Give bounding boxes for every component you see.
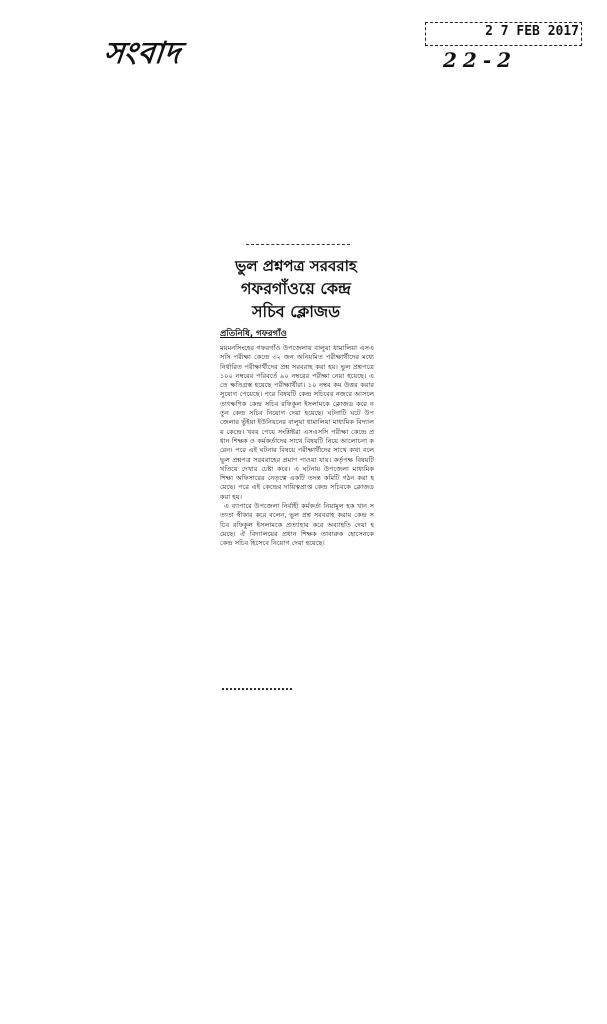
article-paragraph-2: এ ব্যাপারে উপজেলা নির্বাহী কর্মকর্তা নিয়ামুল হক খান সত্যতা স্বীকার করে বলেন, ভুল প্রশ্ন সরবরাহ করায় কেন্দ্র সচিব রফিকুল ইসলামকে প্রত্যাহার করে অব্যাহতি দেয়া হয়েছে। ঐ বিদ্যালয়ের প্রধান শিক্ষক তাবারুক হোসেনকে কেন্দ্র সচিব হিসেবে নিয়োগ দেয়া হয়েছে।	[220, 502, 374, 548]
article-paragraph-1: ময়মনসিংহের গফরগাঁও উপজেলায় বালুয়া ধামালিয়া এসএসসি পরীক্ষা কেন্দ্রে ৩২ জন অনিয়মিত পরীক্ষার্থীদের মধ্যে নির্ধারিত পরীক্ষার্থীদের প্রশ্ন সরবরাহ করা হয়। ভুল প্রশ্নপত্রে ১০০ নম্বরের পরিবর্তে ৯০ নম্বরের পরীক্ষা নেয়া হয়েছে। এতে ক্ষতিগ্রস্ত হয়েছে পরীক্ষার্থীরা। ১০ নম্বর কম উত্তর করার সুযোগ পেয়েছে। পরে বিষয়টি কেন্দ্র সচিবের নজরে আসলে তাৎক্ষণিক কেন্দ্র সচিব রফিকুল ইসলামকে ক্লোজড করে নতুন কেন্দ্র সচিব নিয়োগ দেয়া হয়েছে। ঘটনাটি ঘটে উপজেলার ভুঁইয়া ইউনিয়নের বালুয়া ধামালিয়া মাধ্যমিক বিদ্যালয় কেন্দ্রে। খবর পেয়ে সংশ্লিষ্টরা এসএসসি পরীক্ষা কেন্দ্রে প্রধান শিক্ষক ও কর্মকর্তাদের সাথে বিষয়টি নিয়ে আলোচনা করেন। পরে এই ঘটনার বিষয়ে পরীক্ষার্থীদের সাথে কথা বলে ভুল প্রশ্নপত্র সরবরাহের প্রমাণ পাওয়া যায়। কর্তৃপক্ষ বিষয়টি খতিয়ে দেখার চেষ্টা করে। এ ঘটনায় উপজেলা মাধ্যমিক শিক্ষা অফিসারের নেতৃত্বে একটি তদন্ত কমিটি গঠন করা হয়েছে। পরে এই কেন্দ্রের দায়িত্বপ্রাপ্ত কেন্দ্র সচিবকে ক্লোজড করা হয়।	[220, 344, 374, 501]
handwritten-note: 22-2	[443, 48, 518, 72]
stamp-date: 2 7 FEB 2017	[485, 24, 579, 39]
article-clipping	[218, 244, 374, 694]
article-end-mark	[222, 688, 292, 690]
newspaper-masthead: সংবাদ	[102, 36, 183, 71]
article-byline: প্রতিনিধি, গফরগাঁও	[220, 329, 287, 339]
headline-rule	[246, 244, 350, 245]
headline-line-3: সচিব ক্লোজড	[251, 302, 340, 321]
received-date-stamp	[425, 18, 585, 74]
headline-line-2: গফরগাঁওয়ে কেন্দ্র	[241, 279, 351, 298]
headline-line-1: ভুল প্রশ্নপত্র সরবরাহ	[235, 257, 357, 275]
article-body	[220, 344, 374, 549]
